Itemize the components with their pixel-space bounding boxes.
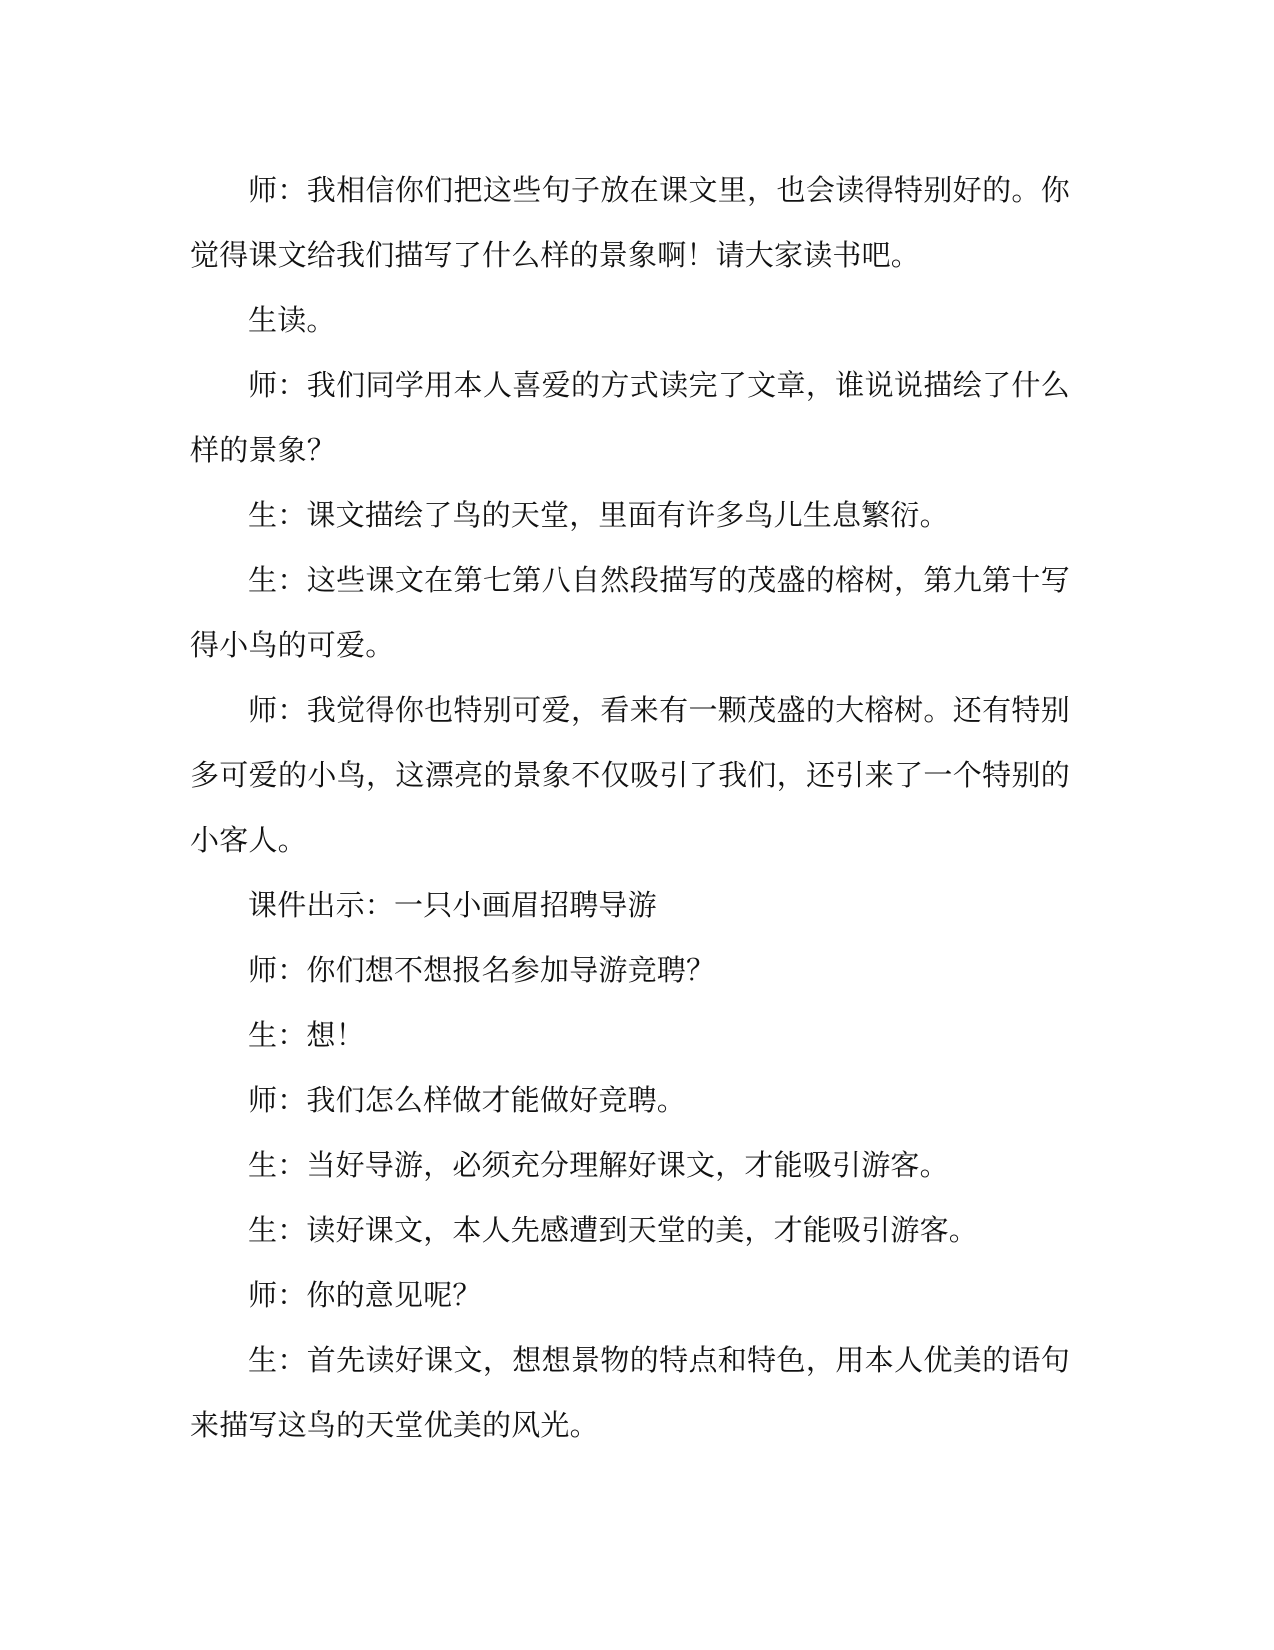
document-body bbox=[190, 158, 1070, 1458]
paragraph: 生读。 bbox=[248, 303, 336, 337]
paragraph: 师：我觉得你也特别可爱，看来有一颗茂盛的大榕树。还有特别多可爱的小鸟，这漂亮的景象不仅吸引了我们，还引来了一个特别的小客人。 bbox=[190, 693, 1070, 857]
paragraph: 生：首先读好课文，想想景物的特点和特色，用本人优美的语句来描写这鸟的天堂优美的风光。 bbox=[190, 1343, 1070, 1442]
paragraph: 师：你们想不想报名参加导游竞聘？ bbox=[248, 953, 716, 987]
paragraph: 师：你的意见呢？ bbox=[248, 1278, 482, 1312]
paragraph: 生：想！ bbox=[248, 1018, 365, 1052]
paragraph: 生：读好课文，本人先感遭到天堂的美，才能吸引游客。 bbox=[248, 1213, 979, 1247]
paragraph: 生：这些课文在第七第八自然段描写的茂盛的榕树，第九第十写得小鸟的可爱。 bbox=[190, 563, 1070, 662]
paragraph: 生：课文描绘了鸟的天堂，里面有许多鸟儿生息繁衍。 bbox=[248, 498, 949, 532]
paragraph: 课件出示：一只小画眉招聘导游 bbox=[248, 888, 657, 922]
paragraph: 生：当好导游，必须充分理解好课文，才能吸引游客。 bbox=[248, 1148, 949, 1182]
paragraph: 师：我们同学用本人喜爱的方式读完了文章，谁说说描绘了什么样的景象？ bbox=[190, 368, 1070, 467]
paragraph: 师：我们怎么样做才能做好竞聘。 bbox=[248, 1083, 687, 1117]
paragraph: 师：我相信你们把这些句子放在课文里，也会读得特别好的。你觉得课文给我们描写了什么样的景象啊！请大家读书吧。 bbox=[190, 173, 1070, 272]
